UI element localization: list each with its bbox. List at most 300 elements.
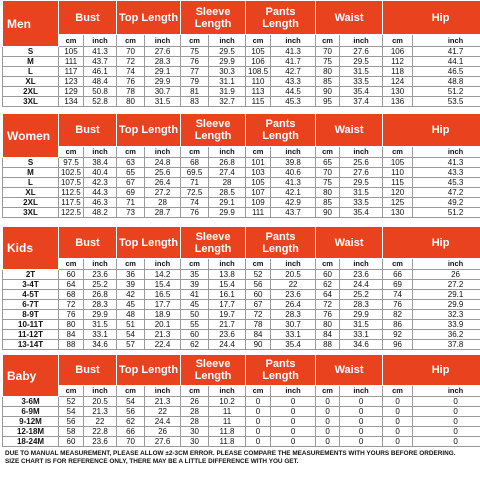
- table-cell: 26.4: [145, 178, 181, 188]
- table-cell: 44.3: [84, 188, 117, 198]
- column-header: Sleeve Length: [181, 1, 246, 35]
- column-header: Hip: [383, 114, 480, 147]
- table-row: [3, 270, 480, 280]
- table-cell: 72.5: [181, 188, 209, 198]
- table-cell: 74: [117, 67, 145, 77]
- table-cell: 62: [181, 340, 209, 350]
- table-cell: 22: [271, 280, 316, 290]
- table-cell: 41.7: [271, 57, 316, 67]
- table-cell: 48: [117, 310, 145, 320]
- table-cell: 43.3: [413, 168, 480, 178]
- unit-label: cm: [316, 259, 340, 270]
- table-cell: 46.3: [84, 198, 117, 208]
- table-cell: 31.5: [84, 320, 117, 330]
- unit-label: cm: [246, 259, 271, 270]
- table-cell: 35.4: [340, 87, 383, 97]
- table-cell: 30.3: [209, 67, 246, 77]
- table-cell: 52: [59, 397, 84, 407]
- table-cell: 0: [383, 437, 413, 447]
- table-cell: 72: [59, 300, 84, 310]
- table-cell: 41.3: [271, 47, 316, 57]
- table-cell: 0: [340, 407, 383, 417]
- table-cell: 80: [316, 67, 340, 77]
- table-cell: 74: [383, 290, 413, 300]
- table-cell: 29.9: [413, 300, 480, 310]
- size-label: 12-18M: [3, 427, 59, 437]
- table-cell: 26.8: [209, 158, 246, 168]
- unit-label: inch: [209, 35, 246, 47]
- note-line: DUE TO MANUAL MEASUREMENT, PLEASE ALLOW ±2-3CM ERROR. PLEASE COMPARE THE MEASUREMENTS WITH YOURS BEFORE ORDERING.: [5, 450, 456, 457]
- table-cell: 122.5: [59, 208, 84, 218]
- table-cell: 40.6: [271, 168, 316, 178]
- table-cell: 11: [209, 417, 246, 427]
- table-cell: 45.3: [413, 178, 480, 188]
- table-cell: 49.2: [413, 198, 480, 208]
- table-cell: 63: [117, 158, 145, 168]
- section-header-row: [3, 114, 480, 147]
- table-cell: 58: [59, 427, 84, 437]
- table-cell: 33.1: [340, 330, 383, 340]
- unit-label: inch: [145, 35, 181, 47]
- table-cell: 30: [181, 427, 209, 437]
- table-cell: 0: [271, 427, 316, 437]
- table-cell: 88: [316, 340, 340, 350]
- unit-label: cm: [117, 386, 145, 397]
- table-cell: 11.8: [209, 437, 246, 447]
- table-cell: 117.5: [59, 198, 84, 208]
- size-table-baby: [2, 354, 480, 447]
- table-cell: 22: [145, 407, 181, 417]
- table-cell: 0: [383, 397, 413, 407]
- table-cell: 29.9: [340, 310, 383, 320]
- table-cell: 29.9: [84, 310, 117, 320]
- table-cell: 78: [117, 87, 145, 97]
- units-row: [3, 35, 480, 47]
- table-row: [3, 67, 480, 77]
- table-cell: 25.6: [340, 158, 383, 168]
- table-cell: 97.5: [59, 158, 84, 168]
- table-cell: 36: [117, 270, 145, 280]
- table-cell: 83: [181, 97, 209, 107]
- table-row: [3, 198, 480, 208]
- table-cell: 25.2: [340, 290, 383, 300]
- table-cell: 73: [117, 208, 145, 218]
- table-cell: 33.1: [271, 330, 316, 340]
- table-cell: 21.3: [145, 397, 181, 407]
- table-cell: 0: [413, 397, 480, 407]
- table-cell: 30.7: [271, 320, 316, 330]
- size-label: 6-7T: [3, 300, 59, 310]
- section-category-label: Baby: [3, 355, 59, 397]
- table-row: [3, 168, 480, 178]
- units-row: [3, 386, 480, 397]
- table-cell: 67: [246, 300, 271, 310]
- table-cell: 69.5: [181, 168, 209, 178]
- table-cell: 80: [316, 188, 340, 198]
- table-cell: 34.6: [84, 340, 117, 350]
- table-cell: 23.6: [271, 290, 316, 300]
- table-cell: 29.9: [209, 57, 246, 67]
- table-cell: 26.4: [271, 300, 316, 310]
- table-cell: 32.7: [209, 97, 246, 107]
- unit-label: inch: [209, 259, 246, 270]
- table-cell: 11: [209, 407, 246, 417]
- unit-label: cm: [181, 386, 209, 397]
- unit-label: inch: [145, 386, 181, 397]
- table-row: [3, 407, 480, 417]
- section-category-label: Kids: [3, 227, 59, 270]
- table-cell: 115: [383, 178, 413, 188]
- table-cell: 24.4: [340, 280, 383, 290]
- table-cell: 57: [117, 340, 145, 350]
- size-table-men: [2, 0, 480, 107]
- unit-label: inch: [271, 259, 316, 270]
- table-cell: 23.6: [209, 330, 246, 340]
- size-label: M: [3, 57, 59, 67]
- table-row: [3, 417, 480, 427]
- table-cell: 67: [117, 178, 145, 188]
- table-row: [3, 87, 480, 97]
- table-cell: 27.6: [340, 168, 383, 178]
- unit-label: inch: [84, 35, 117, 47]
- table-cell: 130: [383, 87, 413, 97]
- table-cell: 25.2: [84, 280, 117, 290]
- table-row: [3, 188, 480, 198]
- table-cell: 62: [117, 417, 145, 427]
- table-row: [3, 320, 480, 330]
- size-table-women: [2, 113, 480, 218]
- column-header: Top Length: [117, 227, 181, 259]
- column-header: Pants Length: [246, 114, 316, 147]
- table-cell: 0: [340, 437, 383, 447]
- table-cell: 39: [117, 280, 145, 290]
- unit-label: inch: [271, 35, 316, 47]
- table-row: [3, 280, 480, 290]
- table-cell: 33.5: [340, 77, 383, 87]
- unit-label: cm: [59, 259, 84, 270]
- table-cell: 31.5: [340, 188, 383, 198]
- unit-label: inch: [340, 259, 383, 270]
- table-cell: 0: [413, 417, 480, 427]
- size-label: S: [3, 47, 59, 57]
- table-cell: 35.4: [340, 208, 383, 218]
- table-cell: 76: [117, 77, 145, 87]
- table-cell: 0: [246, 427, 271, 437]
- unit-label: inch: [145, 147, 181, 158]
- table-cell: 117: [59, 67, 84, 77]
- section-category-label: Men: [3, 1, 59, 47]
- unit-label: inch: [84, 386, 117, 397]
- column-header: Waist: [316, 114, 383, 147]
- unit-label: inch: [340, 35, 383, 47]
- table-cell: 13.8: [209, 270, 246, 280]
- table-cell: 113: [246, 87, 271, 97]
- unit-label: cm: [59, 35, 84, 47]
- table-cell: 43.7: [271, 208, 316, 218]
- table-cell: 41.3: [271, 178, 316, 188]
- table-cell: 70: [316, 168, 340, 178]
- unit-label: cm: [181, 147, 209, 158]
- unit-label: inch: [145, 259, 181, 270]
- unit-label: cm: [181, 35, 209, 47]
- table-cell: 90: [316, 87, 340, 97]
- table-cell: 110: [383, 168, 413, 178]
- table-cell: 70: [117, 47, 145, 57]
- table-cell: 28.3: [84, 300, 117, 310]
- table-cell: 72: [117, 57, 145, 67]
- column-header: Bust: [59, 227, 117, 259]
- table-cell: 28.7: [145, 208, 181, 218]
- table-cell: 0: [316, 417, 340, 427]
- table-row: [3, 208, 480, 218]
- table-cell: 115: [246, 97, 271, 107]
- table-cell: 31.5: [340, 320, 383, 330]
- column-header: Sleeve Length: [181, 227, 246, 259]
- table-cell: 56: [59, 417, 84, 427]
- table-cell: 34.6: [340, 340, 383, 350]
- table-cell: 60: [59, 437, 84, 447]
- table-cell: 25.6: [145, 168, 181, 178]
- unit-label: cm: [117, 259, 145, 270]
- table-cell: 105: [246, 47, 271, 57]
- table-row: [3, 97, 480, 107]
- size-label: 4-5T: [3, 290, 59, 300]
- column-header: Waist: [316, 1, 383, 35]
- table-cell: 90: [246, 340, 271, 350]
- units-row: [3, 147, 480, 158]
- unit-label: cm: [59, 386, 84, 397]
- table-cell: 0: [340, 397, 383, 407]
- table-cell: 26: [145, 427, 181, 437]
- table-cell: 23.6: [84, 270, 117, 280]
- table-cell: 0: [383, 417, 413, 427]
- table-cell: 31.9: [209, 87, 246, 97]
- table-cell: 80: [117, 97, 145, 107]
- table-cell: 52.8: [84, 97, 117, 107]
- unit-label: inch: [271, 147, 316, 158]
- size-label: M: [3, 168, 59, 178]
- table-cell: 111: [246, 208, 271, 218]
- unit-label: cm: [383, 259, 413, 270]
- size-label: 6-9M: [3, 407, 59, 417]
- table-row: [3, 330, 480, 340]
- table-cell: 50: [181, 310, 209, 320]
- table-cell: 0: [316, 407, 340, 417]
- table-cell: 31.1: [209, 77, 246, 87]
- measurement-notes: [5, 450, 477, 466]
- table-cell: 33.5: [340, 198, 383, 208]
- table-cell: 26.8: [84, 290, 117, 300]
- table-row: [3, 427, 480, 437]
- table-cell: 48.2: [84, 208, 117, 218]
- table-cell: 105: [246, 178, 271, 188]
- table-row: [3, 340, 480, 350]
- size-label: 9-12M: [3, 417, 59, 427]
- table-cell: 16.5: [145, 290, 181, 300]
- table-cell: 111: [59, 57, 84, 67]
- table-cell: 0: [340, 417, 383, 427]
- table-cell: 33.1: [84, 330, 117, 340]
- table-cell: 80: [59, 320, 84, 330]
- units-row: [3, 259, 480, 270]
- table-row: [3, 397, 480, 407]
- table-cell: 107.5: [59, 178, 84, 188]
- unit-label: inch: [340, 386, 383, 397]
- table-cell: 108.5: [246, 67, 271, 77]
- table-cell: 39: [181, 280, 209, 290]
- table-cell: 45: [117, 300, 145, 310]
- table-cell: 22: [84, 417, 117, 427]
- table-cell: 29.1: [209, 198, 246, 208]
- table-cell: 130: [383, 208, 413, 218]
- table-cell: 26: [413, 270, 480, 280]
- column-header: Sleeve Length: [181, 114, 246, 147]
- table-cell: 112: [383, 57, 413, 67]
- size-label: 3-6M: [3, 397, 59, 407]
- unit-label: cm: [246, 147, 271, 158]
- size-label: 2XL: [3, 87, 59, 97]
- table-cell: 40.4: [84, 168, 117, 178]
- column-header: Waist: [316, 355, 383, 386]
- column-header: Hip: [383, 1, 480, 35]
- table-cell: 46.1: [84, 67, 117, 77]
- unit-label: inch: [340, 147, 383, 158]
- table-cell: 75: [181, 47, 209, 57]
- table-cell: 95: [316, 97, 340, 107]
- table-cell: 29.1: [145, 67, 181, 77]
- table-cell: 60: [59, 270, 84, 280]
- table-cell: 48.4: [84, 77, 117, 87]
- table-cell: 24.4: [209, 340, 246, 350]
- table-cell: 50.8: [84, 87, 117, 97]
- table-cell: 22.4: [145, 340, 181, 350]
- table-cell: 26: [181, 397, 209, 407]
- unit-label: cm: [117, 35, 145, 47]
- table-cell: 56: [117, 407, 145, 417]
- table-cell: 101: [246, 158, 271, 168]
- table-cell: 30.7: [145, 87, 181, 97]
- table-cell: 103: [246, 168, 271, 178]
- table-cell: 27.2: [413, 280, 480, 290]
- unit-label: inch: [413, 259, 480, 270]
- table-cell: 47.2: [413, 188, 480, 198]
- table-cell: 107: [246, 188, 271, 198]
- table-cell: 28: [145, 198, 181, 208]
- table-cell: 51.2: [413, 208, 480, 218]
- table-cell: 0: [316, 437, 340, 447]
- table-cell: 82: [383, 310, 413, 320]
- table-cell: 76: [181, 208, 209, 218]
- table-cell: 68: [59, 290, 84, 300]
- table-cell: 120: [383, 188, 413, 198]
- table-cell: 30: [181, 437, 209, 447]
- table-cell: 88: [59, 340, 84, 350]
- table-cell: 105: [383, 158, 413, 168]
- table-cell: 15.4: [209, 280, 246, 290]
- table-cell: 75: [316, 178, 340, 188]
- size-label: 2T: [3, 270, 59, 280]
- table-cell: 45.3: [271, 97, 316, 107]
- size-label: 8-9T: [3, 310, 59, 320]
- table-cell: 0: [413, 427, 480, 437]
- table-cell: 23.6: [84, 437, 117, 447]
- table-cell: 76: [59, 310, 84, 320]
- table-row: [3, 158, 480, 168]
- table-cell: 19.7: [209, 310, 246, 320]
- table-cell: 129: [59, 87, 84, 97]
- table-cell: 51: [117, 320, 145, 330]
- unit-label: cm: [316, 35, 340, 47]
- size-label: 11-12T: [3, 330, 59, 340]
- table-cell: 55: [181, 320, 209, 330]
- table-cell: 42.9: [271, 198, 316, 208]
- unit-label: inch: [413, 35, 480, 47]
- table-cell: 77: [181, 67, 209, 77]
- table-cell: 29.9: [209, 208, 246, 218]
- table-cell: 20.1: [145, 320, 181, 330]
- table-cell: 86: [383, 320, 413, 330]
- table-cell: 43.7: [84, 57, 117, 67]
- table-cell: 52: [246, 270, 271, 280]
- table-cell: 79: [181, 77, 209, 87]
- table-cell: 41.7: [413, 47, 480, 57]
- table-cell: 84: [59, 330, 84, 340]
- table-cell: 84: [246, 330, 271, 340]
- column-header: Sleeve Length: [181, 355, 246, 386]
- table-cell: 72: [316, 300, 340, 310]
- table-cell: 28.3: [145, 57, 181, 67]
- table-row: [3, 290, 480, 300]
- table-cell: 21.3: [145, 330, 181, 340]
- unit-label: inch: [209, 386, 246, 397]
- table-cell: 70: [316, 47, 340, 57]
- table-cell: 35.4: [271, 340, 316, 350]
- unit-label: cm: [246, 386, 271, 397]
- table-cell: 96: [383, 340, 413, 350]
- section-header-row: [3, 1, 480, 35]
- table-cell: 85: [316, 198, 340, 208]
- table-row: [3, 47, 480, 57]
- table-cell: 28: [209, 178, 246, 188]
- table-cell: 75: [316, 57, 340, 67]
- size-label: S: [3, 158, 59, 168]
- table-cell: 38.4: [84, 158, 117, 168]
- table-cell: 14.2: [145, 270, 181, 280]
- table-cell: 53.5: [413, 97, 480, 107]
- column-header: Pants Length: [246, 355, 316, 386]
- table-cell: 42.1: [271, 188, 316, 198]
- table-cell: 0: [413, 407, 480, 417]
- table-cell: 71: [181, 178, 209, 188]
- table-cell: 17.7: [145, 300, 181, 310]
- unit-label: cm: [383, 35, 413, 47]
- table-cell: 11.8: [209, 427, 246, 437]
- table-row: [3, 437, 480, 447]
- table-cell: 125: [383, 198, 413, 208]
- table-cell: 69: [383, 280, 413, 290]
- table-cell: 60: [181, 330, 209, 340]
- table-cell: 29.9: [145, 77, 181, 87]
- table-cell: 21.7: [209, 320, 246, 330]
- size-label: L: [3, 67, 59, 77]
- size-label: 13-14T: [3, 340, 59, 350]
- table-cell: 66: [117, 427, 145, 437]
- table-cell: 41: [181, 290, 209, 300]
- table-cell: 78: [246, 320, 271, 330]
- column-header: Bust: [59, 114, 117, 147]
- table-cell: 15.4: [145, 280, 181, 290]
- table-cell: 118: [383, 67, 413, 77]
